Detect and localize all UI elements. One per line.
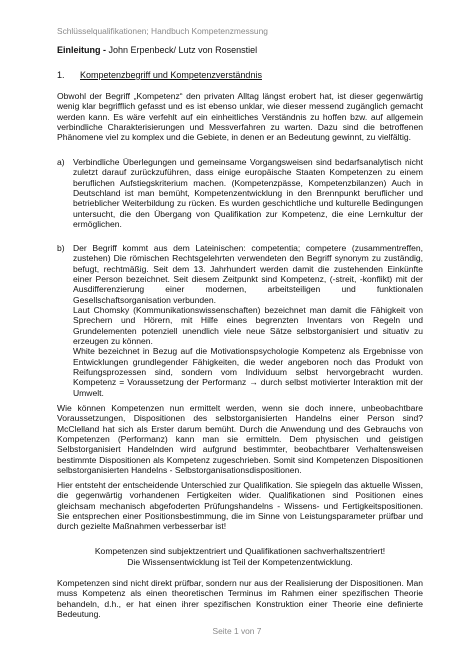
title-label: Einleitung - — [57, 45, 106, 55]
paragraph-5: Kompetenzen sind nicht direkt prüfbar, sondern nur aus der Realisierung der Dispositionen. Man muss Kompetenz als einen theoretischen Terminus im Rahmen einer spezifischen Theorie behandeln, d.h., er hat einen ihrer spezifischen Konstruktion einer Theorie eine definierte Bedeutung. — [57, 578, 423, 620]
list-item-b-text-2: Laut Chomsky (Kommunikationswissenschaften) bezeichnet man damit die Fähigkeit von Sprechern und Hörern, mit Hilfe eines begrenzten Inventars von Regeln und Grundelementen potenziell unendlich viele neue Sätze selbstorganisiert und situativ zu erzeugen zu können. — [73, 305, 423, 347]
running-header: Schlüsselqualifikationen; Handbuch Kompetenzmessung — [57, 26, 268, 36]
document-title — [57, 45, 257, 55]
intro-paragraph: Obwohl der Begriff „Kompetenz“ den privaten Alltag längst erobert hat, ist dieser gegenwärtig wenig klar begrifflich gefasst und es ist ebenso unklar, wie dieser messend zugänglich gemacht werden kann. Es wäre verfehlt auf ein einheitliches Verständnis zu hoffen bzw. auf allgemein verbindliche Charakterisierungen und Messverfahren zu warten. Dazu sind die betroffenen Phänomene viel zu komplex und die Gebiete, in denen er an Bedeutung gewinnt, zu vielfältig. — [57, 91, 423, 143]
list-item-a-text: Verbindliche Überlegungen und gemeinsame Vorgangsweisen sind bedarfsanalytisch nicht zuletzt darauf zurückzuführen, dass einige europäische Staaten Kompetenzen zu einem beruflichen Aufstiegskriterium machen. (Kompetenzpässe, Kompetenzbilanzen) Auch in Deutschland ist man bemüht, Kompetenzentwicklung in den Brennpunkt beruflicher und betrieblicher Weiterbildung zu rücken. Es wurden geschichtliche und kulturelle Bedingungen untersucht, die den Übergang von Qualifikation zur Kompetenz, die eine Lernkultur der ermöglichen. — [73, 157, 423, 230]
list-item-b-text-3: White bezeichnet in Bezug auf die Motivationspsychologie Kompetenz als Ergebnisse von Entwicklungen grundlegender Fähigkeiten, die weder angeboren noch das Produkt von Reifungsprozessen sind, sondern vom Individuum selbst hervorgebracht wurden. Kompetenz = Voraussetzung der Performanz → durch selbst motivierter Interaktion mit der Umwelt. — [73, 346, 423, 398]
list-item-b-text-1: Der Begriff kommt aus dem Lateinischen: competentia; competere (zusammentreffen, zustehen) Die römischen Rechtsgelehrten verwendeten den Begriff synonym zu zuständig, befugt, rechtmäßig. Seit dem 13. Jahrhundert werden damit die zustehenden Einkünfte einer Person bezeichnet. Seit diesem Zeitpunkt sind Kompetenz, (-streit, -konflikt) mit der Ausdifferenzierung einer modernen, arbeitsteiligen und funktionalen Gesellschaftsorganisation verbunden. — [73, 243, 423, 305]
list-item-a-label: a) — [57, 157, 65, 167]
centered-statement-1: Kompetenzen sind subjektzentriert und Qualifikationen sachverhaltszentriert! — [94, 546, 386, 556]
section-number: 1. — [57, 70, 65, 80]
centered-statement-2: Die Wissensentwicklung ist Teil der Kompetenzentwicklung. — [127, 557, 353, 567]
paragraph-4: Hier entsteht der entscheidende Unterschied zur Qualifikation. Sie spiegeln das aktuelle Wissen, die gegenwärtig vorhandenen Fertigkeiten wider. Qualifikationen sind Positionen eines gleichsam mechanisch abgefoderten Prüfungshandelns - Wissens- und Fertigkeitspositionen. Sie entsprechen einer Positionsbestimmung, die im Sinne von Leistungsparameter prüfbar und durch gezielte Maßnahmen verbesserbar ist! — [57, 480, 423, 532]
section-heading: Kompetenzbegriff und Kompetenzverständnis — [80, 70, 262, 80]
title-authors: John Erpenbeck/ Lutz von Rosenstiel — [108, 45, 258, 55]
page-footer: Seite 1 von 7 — [212, 626, 262, 636]
list-item-a — [57, 157, 423, 229]
list-item-b-label: b) — [57, 243, 65, 253]
paragraph-3: Wie können Kompetenzen nun ermittelt werden, wenn sie doch innere, unbeobachtbare Voraussetzungen, Dispositionen des selbstorganisierten Handelns einer Person sind? McClelland hat sich als Erster darum bemüht. Durch die Anwendung und des Gebrauchs von Kompetenzen (Performanz) kann man sie ermitteln. Dem physischen und geistigen Selbstorganisiert Handelnden wird aufgrund bestimmter, beobachtbarer Verhaltensweisen bestimmte Dispositionen als Kompetenz zugeschrieben. Somit sind Kompetenzen Dispositionen selbstorganisierten Handelns - Selbstorganisationsdispositionen. — [57, 403, 423, 476]
list-item-b — [57, 243, 423, 398]
